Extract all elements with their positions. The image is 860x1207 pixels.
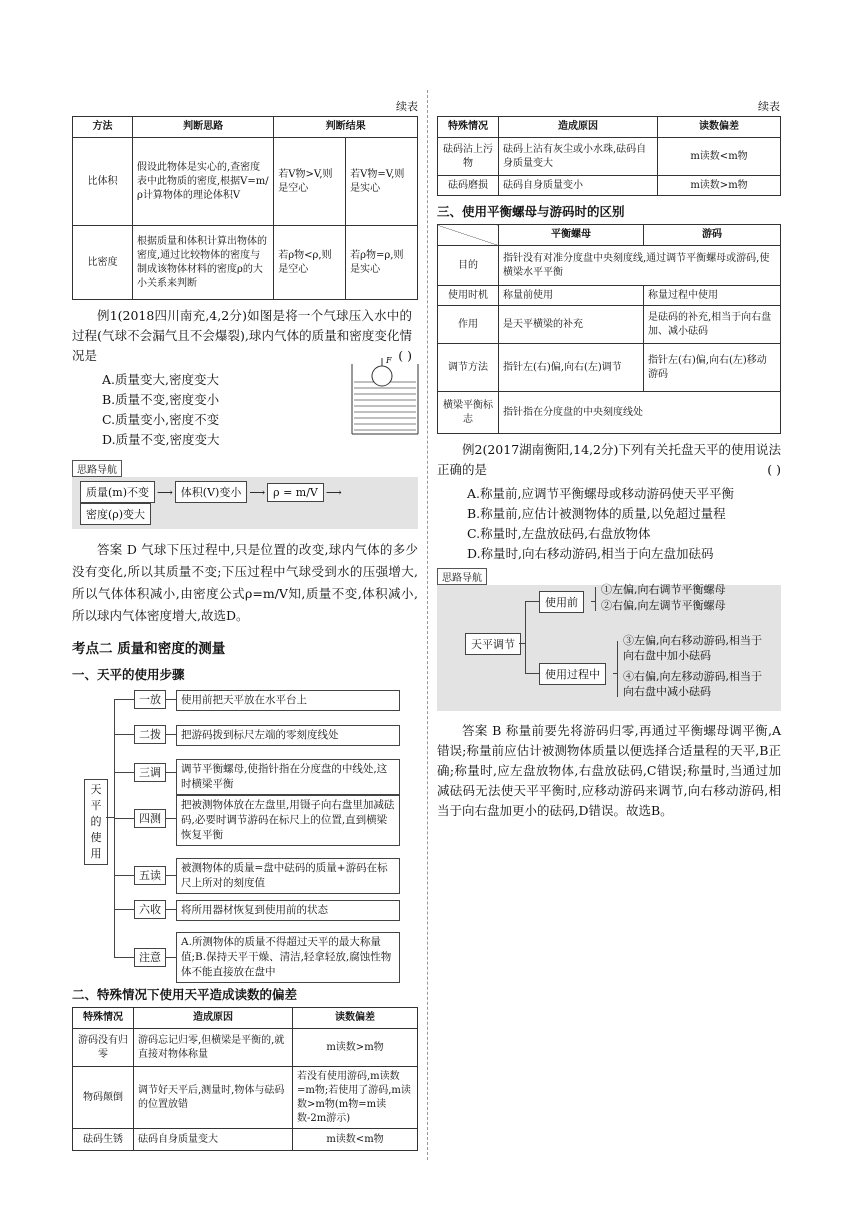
step-label: 注意 [134, 948, 166, 967]
table-row [73, 138, 418, 226]
table-row [438, 392, 781, 434]
tree-root: 天平调节 [465, 633, 521, 655]
header-deviation: 读数偏差 [293, 1008, 418, 1029]
nav-tree [437, 585, 781, 711]
example2-stem: 例2(2017湖南衡阳,14,2分)下列有关托盘天平的使用说法正确的是 [437, 442, 781, 477]
cell-case: 砝码磨损 [438, 176, 499, 196]
cell-cause: 砝码自身质量变小 [499, 176, 658, 196]
step-label: 六收 [134, 900, 166, 919]
cell-case: 砝码沾上污物 [438, 138, 499, 176]
nav-flow [72, 477, 418, 529]
cell-cause: 砝码上沾有灰尘或小水珠,砝码自身质量变大 [499, 138, 658, 176]
header-cause: 造成原因 [134, 1008, 293, 1029]
continued-label-right: 续表 [758, 100, 780, 113]
table-row [438, 286, 781, 306]
tree-leaf: ②右偏,向左调节平衡螺母 [601, 599, 726, 612]
header-case: 特殊情况 [438, 117, 499, 138]
cell-method: 比体积 [73, 138, 133, 226]
cell-cause: 游码忘记归零,但横梁是平衡的,就直接对物体称量 [134, 1029, 293, 1067]
cell-idea: 根据质量和体积计算出物体的密度,通过比较物体的密度与制成该物体材料的密度ρ的大小关系来判断 [132, 226, 273, 300]
cell-merged: 指针没有对准分度盘中央刻度线,通过调节平衡螺母或游码,使横梁水平平衡 [499, 246, 781, 286]
cell-idea: 假设此物体是实心的,查密度表中此物质的密度,根据V=m/ρ计算物体的理论体积V [132, 138, 273, 226]
step-label: 三调 [134, 763, 166, 782]
step-label: 四测 [134, 809, 166, 828]
option-a: A.质量变大,密度变大 [102, 372, 219, 387]
example1-blank: ( ) [398, 348, 412, 363]
cell-deviation: m读数>m物 [293, 1029, 418, 1067]
table-row [438, 344, 781, 392]
flow-step: 体积(V)变小 [175, 481, 248, 503]
flow-step: 密度(ρ)变大 [80, 503, 151, 525]
table-special-cases [72, 1007, 418, 1151]
option-d: D.质量不变,密度变大 [102, 432, 220, 447]
cell-rider: 称量过程中使用 [644, 286, 781, 306]
cell-label: 横梁平衡标志 [438, 392, 499, 434]
cell-cause: 砝码自身质量变大 [134, 1129, 293, 1151]
flow-step: 质量(m)不变 [80, 481, 155, 503]
option-c: C.称量时,左盘放砝码,右盘放物体 [467, 526, 651, 541]
cell-label: 作用 [438, 306, 499, 344]
section2-sub2: 二、特殊情况下使用天平造成读数的偏差 [72, 987, 298, 1002]
cell-method: 比密度 [73, 226, 133, 300]
column-divider [427, 90, 428, 1160]
example-2 [437, 440, 781, 480]
balloon-water-figure [350, 356, 420, 436]
table-row [73, 226, 418, 300]
table-special-cases-continued [437, 116, 781, 196]
tree-leaf: ③左偏,向右移动游码,相当于向右盘中加小砝码 [623, 634, 762, 662]
step-text: 把被测物体放在左盘里,用镊子向右盘里加减砝码,必要时调节游码在标尺上的位置,直到横梁恢复平衡 [176, 795, 400, 846]
continued-label-left: 续表 [396, 100, 418, 113]
header-rider: 游码 [644, 225, 781, 246]
cell-case: 砝码生锈 [73, 1129, 134, 1151]
arrow-icon: ⟶ [249, 486, 266, 499]
nav-tag: 思路导航 [437, 568, 487, 585]
tree-leaf: ①左偏,向右调节平衡螺母 [601, 583, 726, 596]
section2-title: 考点二 质量和密度的测量 [72, 641, 226, 657]
option-b: B.称量前,应估计被测物体的质量,以免超过量程 [467, 506, 726, 521]
table-row [438, 246, 781, 286]
header-nut: 平衡螺母 [499, 225, 644, 246]
flow-step: ρ = m/V [267, 483, 324, 502]
right-column [437, 116, 781, 825]
header-deviation: 读数偏差 [658, 117, 781, 138]
table-row [73, 1029, 418, 1067]
balance-root: 天平的使用 [84, 779, 108, 865]
header-cause: 造成原因 [499, 117, 658, 138]
step-text: 调节平衡螺母,使指针指在分度盘的中线处,这时横梁平衡 [176, 759, 400, 795]
cell-merged: 指针指在分度盘的中央刻度线处 [499, 392, 781, 434]
table-row [73, 1129, 418, 1151]
cell-cause: 调节好天平后,测量时,物体与砝码的位置放错 [134, 1067, 293, 1129]
cell-deviation: m读数<m物 [293, 1129, 418, 1151]
section3-title: 三、使用平衡螺母与游码时的区别 [437, 204, 625, 219]
arrow-icon: ⟶ [325, 486, 342, 499]
cell-rider: 是砝码的补充,相当于向右盘加、减小砝码 [644, 306, 781, 344]
cell-result-hollow: 若ρ物<ρ,则是空心 [274, 226, 346, 300]
step-label: 一放 [134, 690, 166, 709]
example2-blank: ( ) [767, 462, 781, 477]
step-text: 把游码拨到标尺左端的零刻度线处 [176, 725, 400, 746]
step-text: 使用前把天平放在水平台上 [176, 690, 400, 711]
tree-during: 使用过程中 [539, 663, 606, 685]
table-density-methods [72, 116, 418, 300]
header-case: 特殊情况 [73, 1008, 134, 1029]
cell-case: 游码没有归零 [73, 1029, 134, 1067]
example-1 [72, 306, 418, 627]
table-row [438, 176, 781, 196]
header-result: 判断结果 [274, 117, 418, 138]
step-label: 五读 [134, 866, 166, 885]
cell-result-solid: 若V物=V,则是实心 [346, 138, 418, 226]
table-row [438, 138, 781, 176]
example1-answer: 答案 D 气球下压过程中,只是位置的改变,球内气体的多少没有变化,所以其质量不变;下压过程中气球受到水的压强增大,所以气体体积减小,由密度公式ρ=m/V知,质量不变,体积减小,所以球内气体密度增大,故选D。 [72, 542, 418, 623]
option-d: D.称量时,向右移动游码,相当于向左盘加砝码 [467, 546, 714, 561]
option-c: C.质量变小,密度不变 [102, 412, 220, 427]
cell-label: 目的 [438, 246, 499, 286]
cell-result-hollow: 若V物>V,则是空心 [274, 138, 346, 226]
cell-nut: 是天平横梁的补充 [499, 306, 644, 344]
option-a: A.称量前,应调节平衡螺母或移动游码使天平平衡 [467, 486, 734, 501]
cell-label: 调节方法 [438, 344, 499, 392]
cell-deviation: m读数>m物 [658, 176, 781, 196]
cell-result-solid: 若ρ物=ρ,则是实心 [346, 226, 418, 300]
header-method: 方法 [73, 117, 133, 138]
header-diagonal [438, 225, 499, 246]
option-b: B.质量不变,密度变小 [102, 392, 220, 407]
example1-nav [72, 460, 418, 529]
cell-label: 使用时机 [438, 286, 499, 306]
balance-steps-diagram [72, 687, 418, 978]
cell-nut: 指针左(右)偏,向右(左)调节 [499, 344, 644, 392]
step-text: 将所用器材恢复到使用前的状态 [176, 900, 400, 921]
cell-rider: 指针左(右)偏,向右(左)移动游码 [644, 344, 781, 392]
section2-sub1: 一、天平的使用步骤 [72, 667, 185, 682]
step-label: 二拨 [134, 725, 166, 744]
step-text: A.所测物体的质量不得超过天平的最大称量值;B.保持天平干燥、清洁,轻拿轻放,腐蚀性物体不能直接放在盘中 [176, 932, 400, 983]
step-text: 被测物体的质量=盘中砝码的质量+游码在标尺上所对的刻度值 [176, 858, 400, 894]
table-row [438, 306, 781, 344]
cell-deviation: 若没有使用游码,m读数=m物;若使用了游码,m读数>m物(m物=m读数-2m游示) [293, 1067, 418, 1129]
nav-tag: 思路导航 [72, 460, 122, 477]
cell-nut: 称量前使用 [499, 286, 644, 306]
cell-case: 物码颠倒 [73, 1067, 134, 1129]
table-row [73, 1067, 418, 1129]
example1-stem: 例1(2018四川南充,4,2分)如图是将一个气球压入水中的过程(气球不会漏气且不会爆裂),球内气体的质量和密度变化情况是 [72, 308, 412, 363]
force-label: F [386, 356, 392, 365]
table-nut-vs-rider [437, 224, 781, 434]
example1-options [72, 356, 418, 454]
arrow-icon: ⟶ [157, 486, 173, 499]
example2-answer: 答案 B 称量前要先将游码归零,再通过平衡螺母调平衡,A错误;称量前应估计被测物体质量以便选择合适量程的天平,B正确;称量时,应左盘放物体,右盘放砝码,C错误;称量时,当通过加减砝码无法使天平平衡时,应移动游码来调节,向右移动游码,相当于向右盘加更小的砝码,D错误。故选B。 [437, 723, 781, 818]
left-column [72, 116, 418, 1151]
tree-before: 使用前 [539, 591, 584, 613]
header-idea: 判断思路 [132, 117, 273, 138]
example2-nav [437, 568, 781, 711]
tree-leaf: ④右偏,向左移动游码,相当于向右盘中减小砝码 [623, 670, 762, 698]
cell-deviation: m读数<m物 [658, 138, 781, 176]
